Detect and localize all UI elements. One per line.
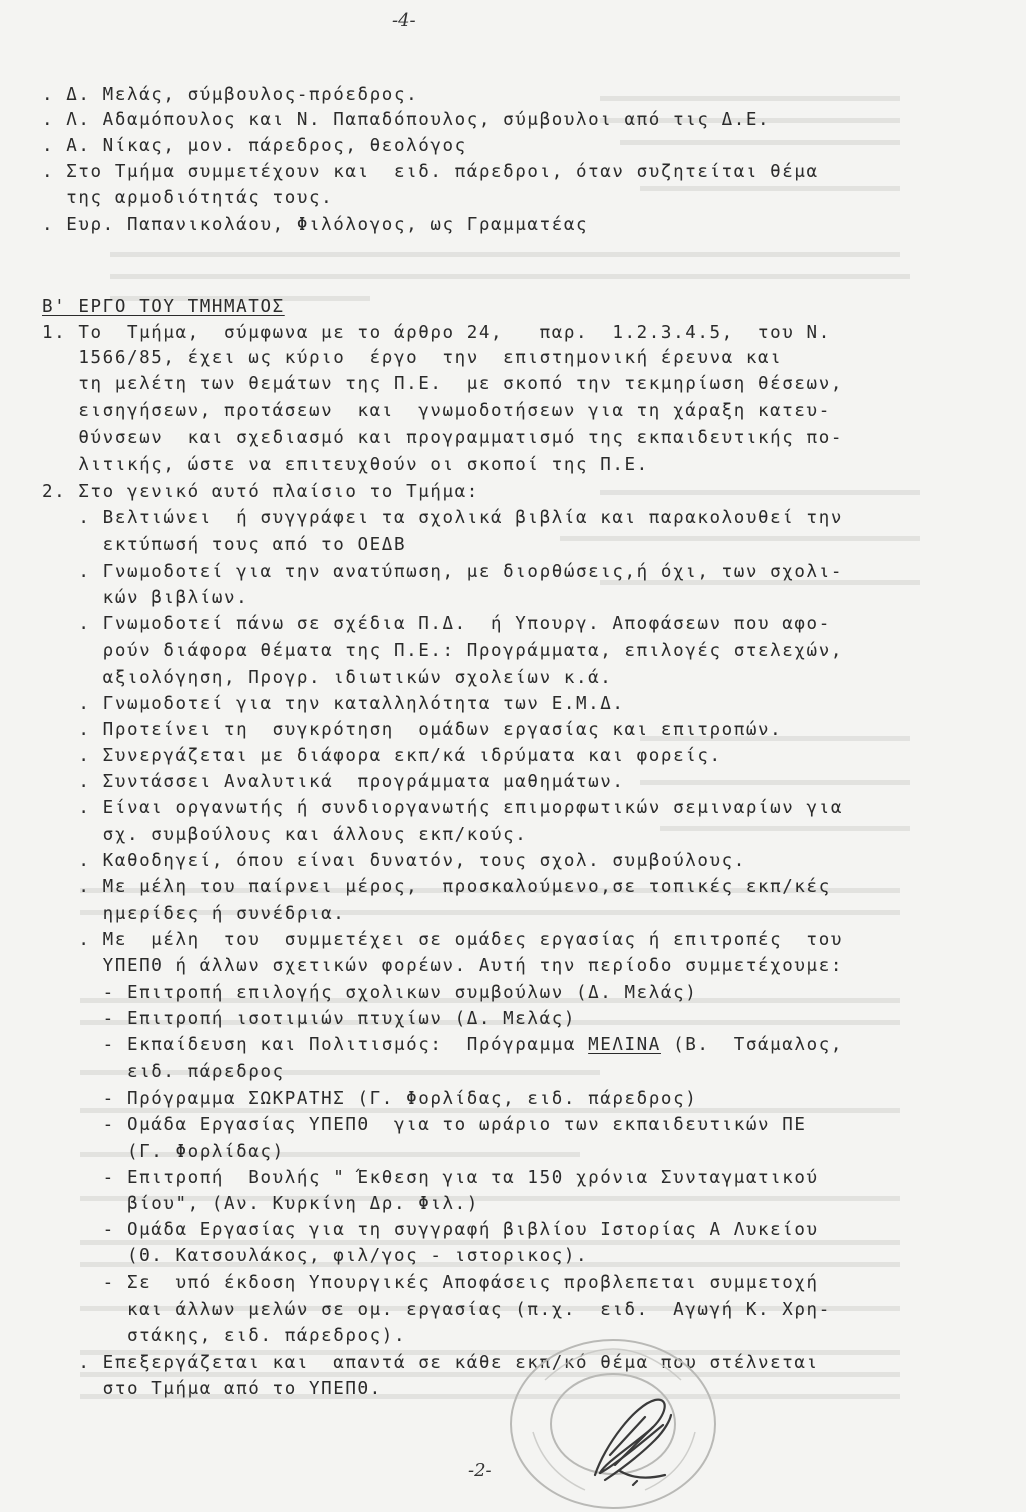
page-footer-number: -2- — [468, 1460, 492, 1481]
body-line-prefix: - Εκπαίδευση και Πολιτισμός: Πρόγραμμα — [42, 1035, 589, 1055]
body-line: . Καθοδηγεί, όπου είναι δυνατόν, τους σχολ. συμβούλους. — [42, 851, 746, 871]
body-line: θύνσεων και σχεδιασμό και προγραμματισμό της εκπαιδευτικής πο- — [42, 428, 843, 448]
section-title: Β' ΕΡΓΟ ΤΟΥ ΤΜΗΜΑΤΟΣ — [42, 297, 285, 317]
body-line: λιτικής, ώστε να επιτευχθούν οι σκοποί της Π.Ε. — [42, 455, 649, 475]
body-line: βίου", (Αν. Κυρκίνη Δρ. Φιλ.) — [42, 1194, 479, 1214]
signature — [575, 1385, 685, 1495]
body-line: ΥΠΕΠΘ ή άλλων σχετικών φορέων. Αυτή την περίοδο συμμετέχουμε: — [42, 956, 843, 976]
body-line: . Συνεργάζεται με διάφορα εκπ/κά ιδρύματα και φορείς. — [42, 746, 722, 766]
body-line: στο Τμήμα από το ΥΠΕΠΘ. — [42, 1379, 382, 1399]
body-line: . Γνωμοδοτεί για την ανατύπωση, με διορθώσεις,ή όχι, των σχολι- — [42, 562, 843, 582]
body-line: ειδ. πάρεδρος — [42, 1062, 285, 1082]
body-line: 2. Στο γενικό αυτό πλαίσιο το Τμήμα: — [42, 482, 479, 502]
body-line-melina — [42, 1034, 843, 1056]
body-line: . Συντάσσει Αναλυτικά προγράμματα μαθημάτων. — [42, 772, 625, 792]
member-line: . Ευρ. Παπανικολάου, Φιλόλογος, ως Γραμματέας — [42, 215, 589, 235]
body-line: (Γ. Φορλίδας) — [42, 1142, 285, 1162]
body-line: εισηγήσεων, προτάσεων και γνωμοδοτήσεων για τη χάραξη κατευ- — [42, 401, 831, 421]
body-line: - Σε υπό έκδοση Υπουργικές Αποφάσεις προβλεπεται συμμετοχή — [42, 1273, 819, 1293]
body-line: . Γνωμοδοτεί για την καταλληλότητα των Ε.Μ.Δ. — [42, 694, 625, 714]
body-line: 1. Το Τμήμα, σύμφωνα με το άρθρο 24, παρ. 1.2.3.4.5, του Ν. — [42, 323, 831, 343]
body-line: - Επιτροπή επιλογής σχολικων συμβούλων (Δ. Μελάς) — [42, 983, 698, 1003]
body-line: . Με μέλη του συμμετέχει σε ομάδες εργασίας ή επιτροπές του — [42, 930, 843, 950]
body-line: . Προτείνει τη συγκρότηση ομάδων εργασίας και επιτροπών. — [42, 720, 783, 740]
body-line: ρούν διάφορα θέματα της Π.Ε.: Προγράμματα, επιλογές στελεχών, — [42, 641, 843, 661]
body-line: . Βελτιώνει ή συγγράφει τα σχολικά βιβλία και παρακολουθεί την — [42, 508, 843, 528]
body-line: 1566/85, έχει ως κύριο έργο την επιστημονική έρευνα και — [42, 348, 783, 368]
body-line: στάκης, ειδ. πάρεδρος). — [42, 1326, 407, 1346]
body-line: . Γνωμοδοτεί πάνω σε σχέδια Π.Δ. ή Υπουργ. Αποφάσεων που αφο- — [42, 614, 831, 634]
body-line-suffix: (Β. Τσάμαλος, — [660, 1035, 843, 1055]
body-line: - Επιτροπή Βουλής " Έκθεση για τα 150 χρόνια Συνταγματικού — [42, 1168, 819, 1188]
member-line: . Στο Τμήμα συμμετέχουν και ειδ. πάρεδροι, όταν συζητείται θέμα — [42, 162, 819, 182]
body-line: σχ. συμβούλους και άλλους εκπ/κούς. — [42, 825, 528, 845]
body-line: . Επεξεργάζεται και απαντά σε κάθε εκπ/κό θέμα που στέλνεται — [42, 1353, 819, 1373]
body-line: - Επιτροπή ισοτιμιών πτυχίων (Δ. Μελάς) — [42, 1009, 576, 1029]
body-line: - Πρόγραμμα ΣΩΚΡΑΤΗΣ (Γ. Φορλίδας, ειδ. πάρεδρος) — [42, 1089, 698, 1109]
body-line: . Είναι οργανωτής ή συνδιοργανωτής επιμορφωτικών σεμιναρίων για — [42, 798, 843, 818]
member-line: της αρμοδιότητάς τους. — [42, 188, 334, 208]
body-line: τη μελέτη των θεμάτων της Π.Ε. με σκοπό την τεκμηρίωση θέσεων, — [42, 374, 843, 394]
body-line: και άλλων μελών σε ομ. εργασίας (π.χ. ειδ. Αγωγή Κ. Χρη- — [42, 1300, 831, 1320]
body-line: (Θ. Κατσουλάκος, φιλ/γος - ιστορικος). — [42, 1246, 589, 1266]
melina-program-name: ΜΕΛΙΝΑ — [588, 1035, 661, 1055]
body-line: αξιολόγηση, Προγρ. ιδιωτικών σχολείων κ.ά. — [42, 668, 613, 688]
body-line: εκτύπωσή τους από το ΟΕΔΒ — [42, 535, 407, 555]
body-line: - Ομάδα Εργασίας ΥΠΕΠΘ για το ωράριο των εκπαιδευτικών ΠΕ — [42, 1115, 807, 1135]
body-line: . Με μέλη του παίρνει μέρος, προσκαλούμενο,σε τοπικές εκπ/κές — [42, 877, 831, 897]
member-line: . Α. Νίκας, μον. πάρεδρος, θεολόγος — [42, 136, 467, 156]
member-line: . Δ. Μελάς, σύμβουλος-πρόεδρος. — [42, 85, 419, 105]
body-line: - Ομάδα Εργασίας για τη συγγραφή βιβλίου Ιστορίας Α Λυκείου — [42, 1220, 819, 1240]
body-line: ημερίδες ή συνέδρια. — [42, 904, 346, 924]
member-line: . Λ. Αδαμόπουλος και Ν. Παπαδόπουλος, σύμβουλοι από τις Δ.Ε. — [42, 110, 771, 130]
body-line: κών βιβλίων. — [42, 588, 249, 608]
page-header-number: -4- — [392, 10, 416, 31]
